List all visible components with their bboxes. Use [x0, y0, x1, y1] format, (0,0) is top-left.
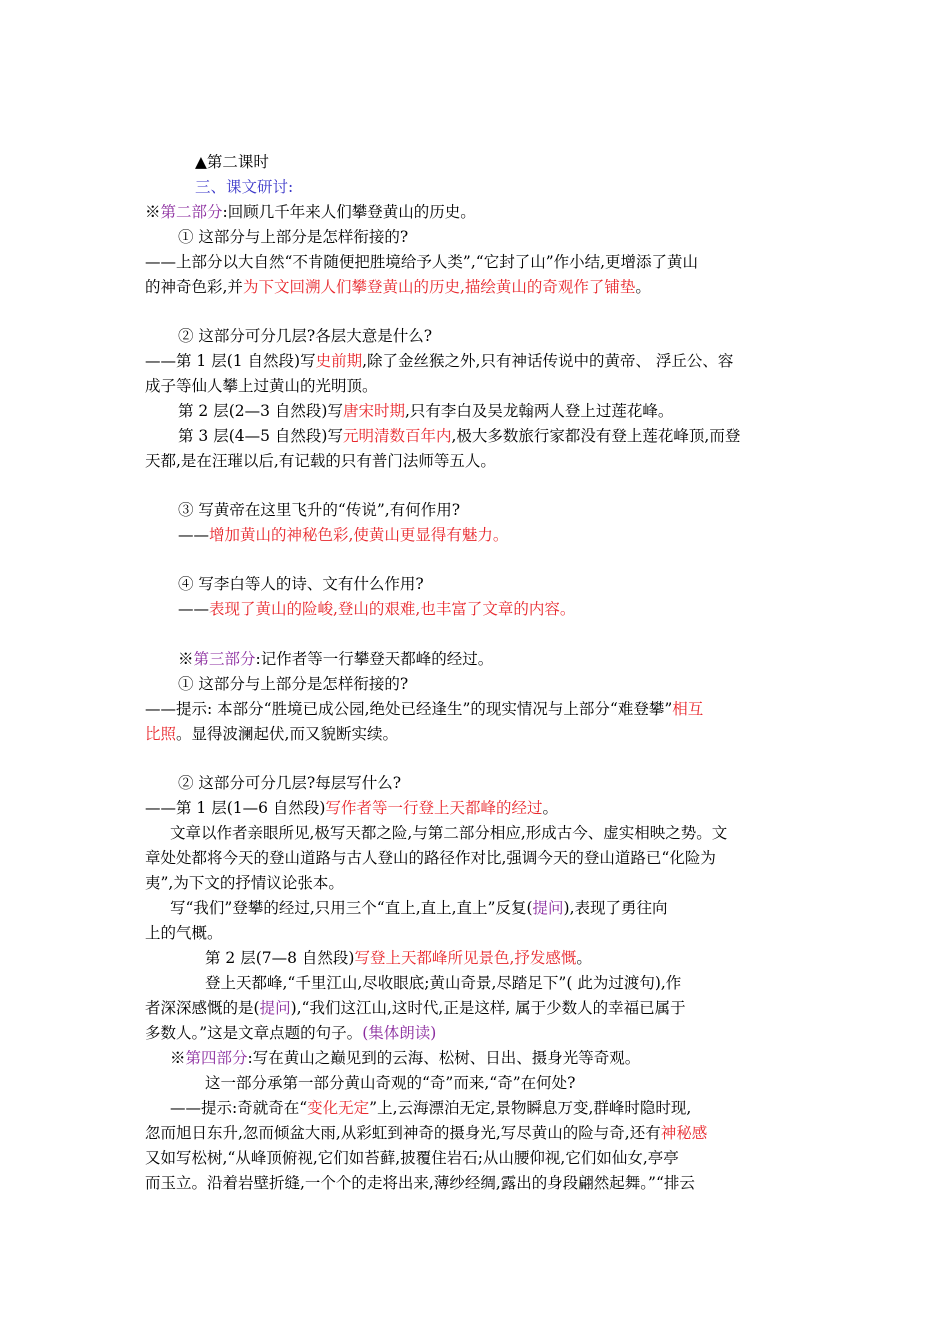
answer-line: 成子等仙人攀上过黄山的光明顶。 — [145, 377, 378, 395]
answer-line: 第 2 层(7—8 自然段)写登上天都峰所见景色,抒发感慨。 — [205, 949, 592, 967]
answer-line: 比照。显得波澜起伏,而又貌断实续。 — [145, 725, 398, 743]
answer-line: 第 3 层(4—5 自然段)写元明清数百年内,极大多数旅行家都没有登上莲花峰顶,而登 — [178, 427, 741, 445]
part-four-title: ※第四部分:写在黄山之巅见到的云海、松树、日出、摄身光等奇观。 — [170, 1049, 641, 1067]
answer-line: 天都,是在汪璀以后,有记载的只有普门法师等五人。 — [145, 452, 496, 470]
question-line: 这一部分承第一部分黄山奇观的“奇”而来,“奇”在何处? — [205, 1074, 576, 1092]
answer-line: ——第 1 层(1—6 自然段)写作者等一行登上天都峰的经过。 — [145, 799, 558, 817]
answer-line: ——提示:奇就奇在“变化无定”上,云海漂泊无定,景物瞬息万变,群峰时隐时现, — [170, 1099, 692, 1117]
answer-line: ——提示: 本部分“胜境已成公园,绝处已经逢生”的现实情况与上部分“难登攀”相互 — [145, 700, 704, 718]
part-two-title: ※第二部分:回顾几千年来人们攀登黄山的历史。 — [145, 203, 476, 221]
answer-line: ——表现了黄山的险峻,登山的艰难,也丰富了文章的内容。 — [178, 600, 576, 618]
body-line: 夷”,为下文的抒情议论张本。 — [145, 874, 344, 892]
question-line: ③ 写黄帝在这里飞升的“传说”,有何作用? — [178, 501, 461, 519]
answer-line: ——第 1 层(1 自然段)写史前期,除了金丝猴之外,只有神话传说中的黄帝、 浮丘公、容 — [145, 352, 734, 370]
body-line: 者深深感慨的是(提问),“我们这江山,这时代,正是这样, 属于少数人的幸福已属于 — [145, 999, 686, 1017]
answer-line: 第 2 层(2—3 自然段)写唐宋时期,只有李白及吴龙翰两人登上过莲花峰。 — [178, 402, 674, 420]
body-line: 又如写松树,“从峰顶俯视,它们如苔藓,披覆住岩石;从山腰仰视,它们如仙女,亭亭 — [145, 1149, 679, 1167]
answer-line: ——增加黄山的神秘色彩,使黄山更显得有魅力。 — [178, 526, 509, 544]
answer-line: ——上部分以大自然“不肯随便把胜境给予人类”,“它封了山”作小结,更增添了黄山 — [145, 253, 699, 271]
question-line: ② 这部分可分几层?每层写什么? — [178, 774, 402, 792]
question-line: ② 这部分可分几层?各层大意是什么? — [178, 327, 433, 345]
body-line: 上的气概。 — [145, 924, 223, 942]
body-line: 章处处都将今天的登山道路与古人登山的路径作对比,强调今天的登山道路已“化险为 — [145, 849, 716, 867]
part-three-title: ※第三部分:记作者等一行攀登天都峰的经过。 — [178, 650, 494, 668]
question-line: ④ 写李白等人的诗、文有什么作用? — [178, 575, 424, 593]
body-line: 文章以作者亲眼所见,极写天都之险,与第二部分相应,形成古今、虚实相映之势。文 — [170, 824, 728, 842]
body-line: 多数人。”这是文章点题的句子。(集体朗读) — [145, 1024, 437, 1042]
question-line: ① 这部分与上部分是怎样衔接的? — [178, 675, 409, 693]
lesson-heading: ▲第二课时 — [195, 153, 269, 171]
body-line: 写“我们”登攀的经过,只用三个“直上,直上,直上”反复(提问),表现了勇往向 — [170, 899, 668, 917]
question-line: ① 这部分与上部分是怎样衔接的? — [178, 228, 409, 246]
body-line: 而玉立。沿着岩壁折缝,一个个的走将出来,薄纱经绸,露出的身段翩然起舞。”“排云 — [145, 1174, 695, 1192]
section-heading: 三、课文研讨: — [195, 178, 294, 196]
body-line: 登上天都峰,“千里江山,尽收眼底;黄山奇景,尽踏足下”( 此为过渡句),作 — [205, 974, 682, 992]
answer-line: 的神奇色彩,并为下文回溯人们攀登黄山的历史,描绘黄山的奇观作了铺垫。 — [145, 278, 651, 296]
body-line: 忽而旭日东升,忽而倾盆大雨,从彩虹到神奇的摄身光,写尽黄山的险与奇,还有神秘感 — [145, 1124, 708, 1142]
